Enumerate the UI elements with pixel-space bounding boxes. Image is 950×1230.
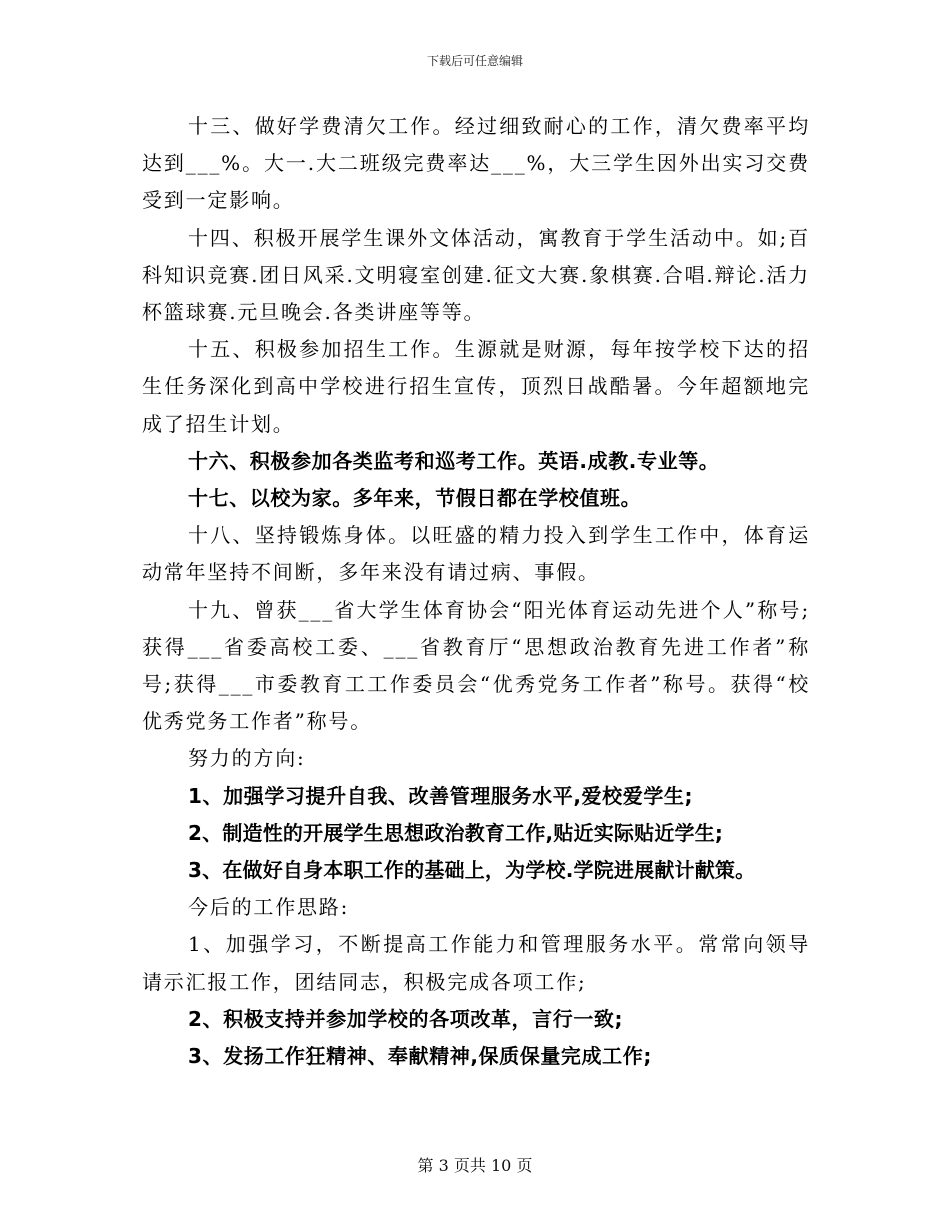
paragraph-15: 十五、积极参加招生工作。生源就是财源，每年按学校下达的招生任务深化到高中学校进行招生宣传，顶烈日战酷暑。今年超额地完成了招生计划。: [142, 337, 810, 436]
direction-item-3: 3、在做好自身本职工作的基础上，为学校.学院进展献计献策。: [188, 858, 756, 883]
page-header: 下载后可任意编辑: [426, 54, 523, 68]
paragraph-13: 十三、做好学费清欠工作。经过细致耐心的工作，清欠费率平均达到___%。大一.大二班级完费率达___%，大三学生因外出实习交费受到一定影响。: [142, 114, 810, 213]
direction-item-1: 1、加强学习提升自我、改善管理服务水平,爱校爱学生;: [188, 783, 694, 808]
paragraph-14: 十四、积极开展学生课外文体活动，寓教育于学生活动中。如;百科知识竞赛.团日风采.文明寝室创建.征文大赛.象棋赛.合唱.辩论.活力杯篮球赛.元旦晚会.各类讲座等等。: [142, 225, 810, 325]
plan-item-3: 3、发扬工作狂精神、奉献精神,保质保量完成工作;: [188, 1044, 652, 1069]
plan-item-1: 1、加强学习，不断提高工作能力和管理服务水平。常常向领导请示汇报工作，团结同志，积极完成各项工作;: [142, 932, 810, 994]
paragraph-17: 十七、以校为家。多年来，节假日都在学校值班。: [188, 486, 642, 511]
paragraph-19: 十九、曾获___省大学生体育协会“阳光体育运动先进个人”称号;获得___省委高校工委、___省教育厅“思想政治教育先进工作者”称号;获得___市委教育工工作委员会“优秀党务工作者”称号。获得“校优秀党务工作者”称号。: [142, 597, 810, 734]
plan-item-2: 2、积极支持并参加学校的各项改革，言行一致;: [188, 1006, 624, 1031]
page-footer: 第 3 页共 10 页: [417, 1156, 533, 1175]
document-body: [142, 108, 810, 1075]
direction-item-2: 2、制造性的开展学生思想政治教育工作,贴近实际贴近学生;: [188, 820, 724, 845]
section-heading-plan: 今后的工作思路:: [188, 895, 350, 920]
paragraph-18: 十八、坚持锻炼身体。以旺盛的精力投入到学生工作中，体育运动常年坚持不间断，多年来没有请过病、事假。: [142, 523, 810, 585]
paragraph-16: 十六、积极参加各类监考和巡考工作。英语.成教.专业等。: [188, 448, 720, 473]
section-heading-direction: 努力的方向:: [188, 746, 306, 771]
